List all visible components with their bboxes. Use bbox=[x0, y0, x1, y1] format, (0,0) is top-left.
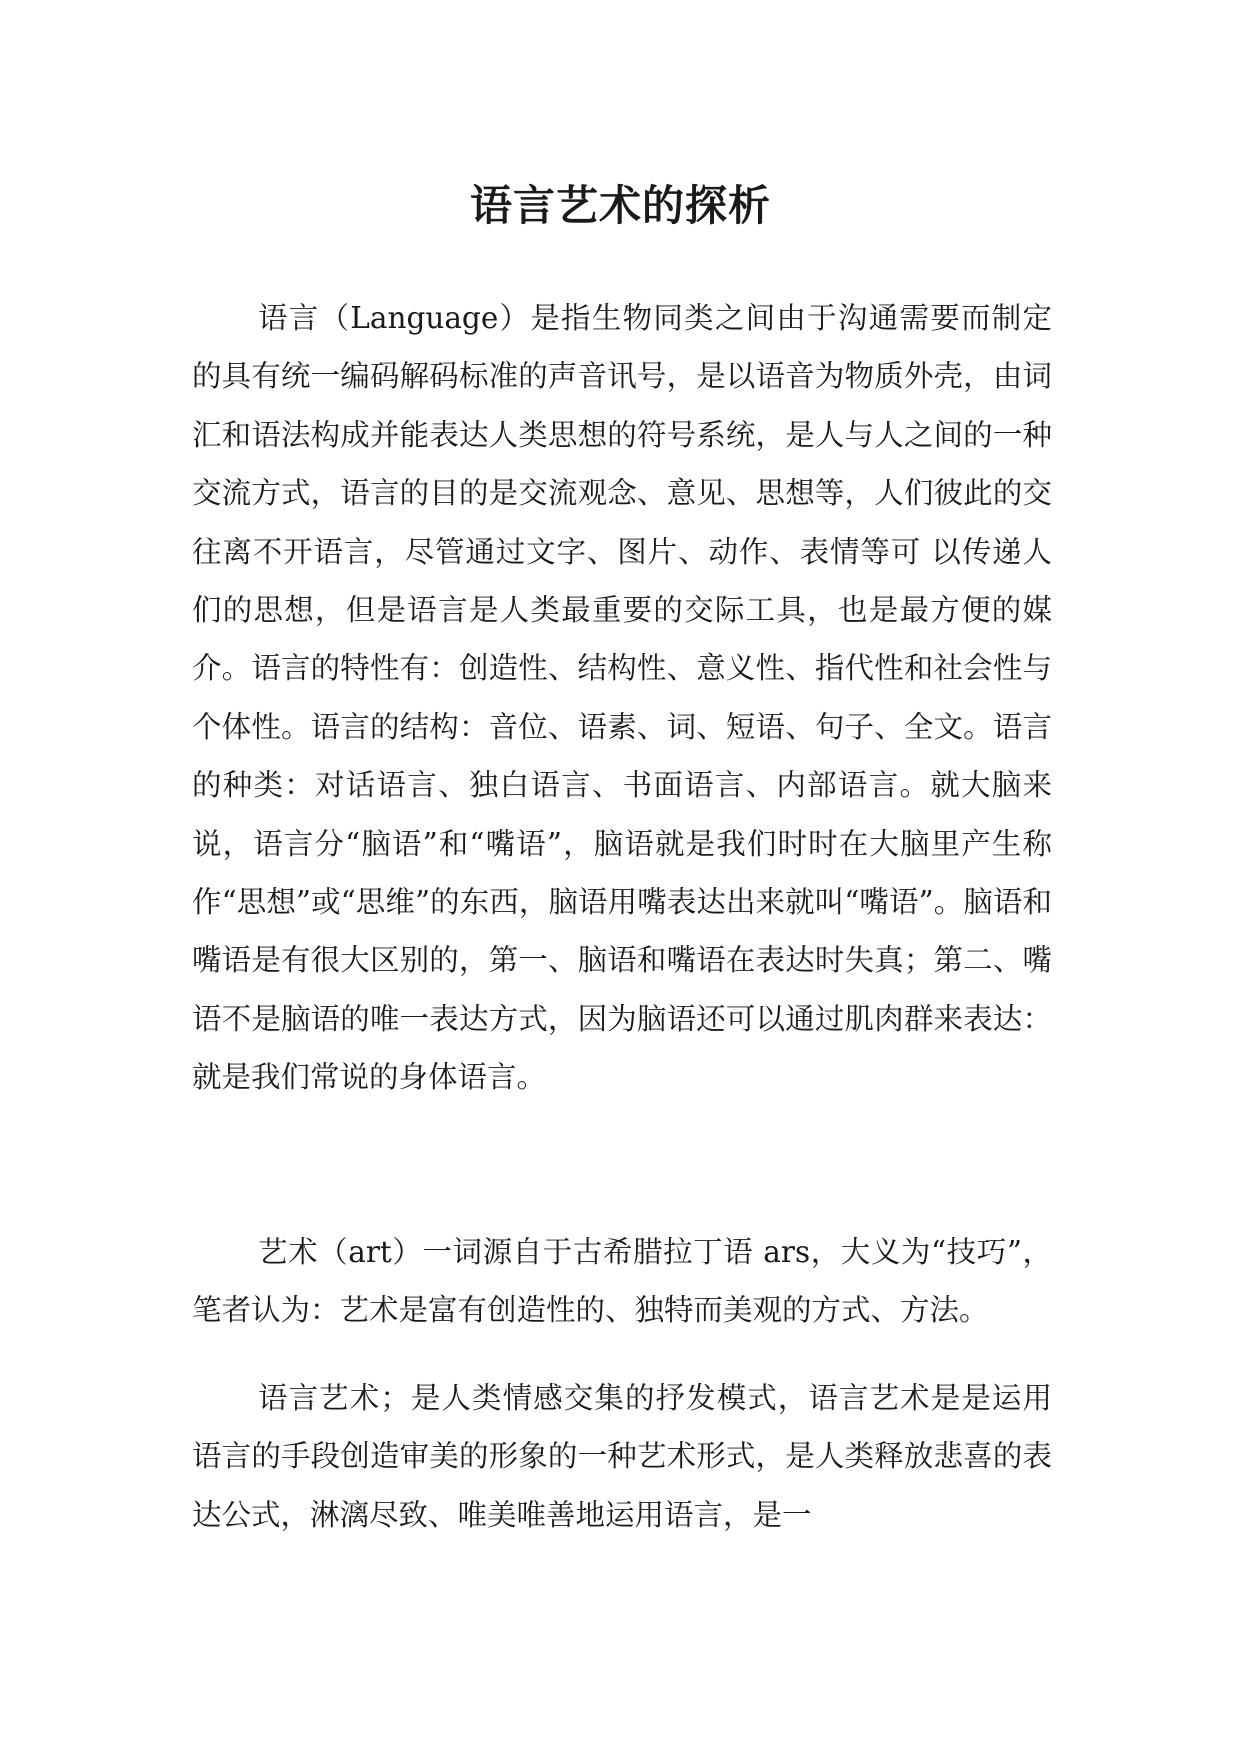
paragraph-language-definition: 语言（Language）是指生物同类之间由于沟通需要而制定的具有统一编码解码标准的声音讯号，是以语音为物质外壳，由词汇和语法构成并能表达人类思想的符号系统，是人与人之间的一种交流方式，语言的目的是交流观念、意见、思想等，人们彼此的交往离不开语言，尽管通过文字、图片、动作、表情等可 以传递人们的思想，但是语言是人类最重要的交际工具，也是最方便的媒介。语言的特性有：创造性、结构性、意义性、指代性和社会性与个体性。语言的结构：音位、语素、词、短语、句子、全文。语言的种类：对话语言、独白语言、书面语言、内部语言。就大脑来说，语言分“脑语”和“嘴语”，脑语就是我们时时在大脑里产生称作“思想”或“思维”的东西，脑语用嘴表达出来就叫“嘴语”。脑语和嘴语是有很大区别的，第一、脑语和嘴语在表达时失真；第二、嘴语不是脑语的唯一表达方式，因为脑语还可以通过肌肉群来表达：就是我们常说的身体语言。 bbox=[192, 301, 1052, 1095]
paragraph-language-art: 语言艺术；是人类情感交集的抒发模式，语言艺术是是运用语言的手段创造审美的形象的一种艺术形式，是人类释放悲喜的表达公式，淋漓尽致、唯美唯善地运用语言，是一 bbox=[192, 1381, 1052, 1532]
paragraph-art-definition: 艺术（art）一词源自于古希腊拉丁语 ars，大义为“技巧”，笔者认为：艺术是富有创造性的、独特而美观的方式、方法。 bbox=[192, 1235, 1052, 1328]
document-title: 语言艺术的探析 bbox=[469, 181, 771, 231]
